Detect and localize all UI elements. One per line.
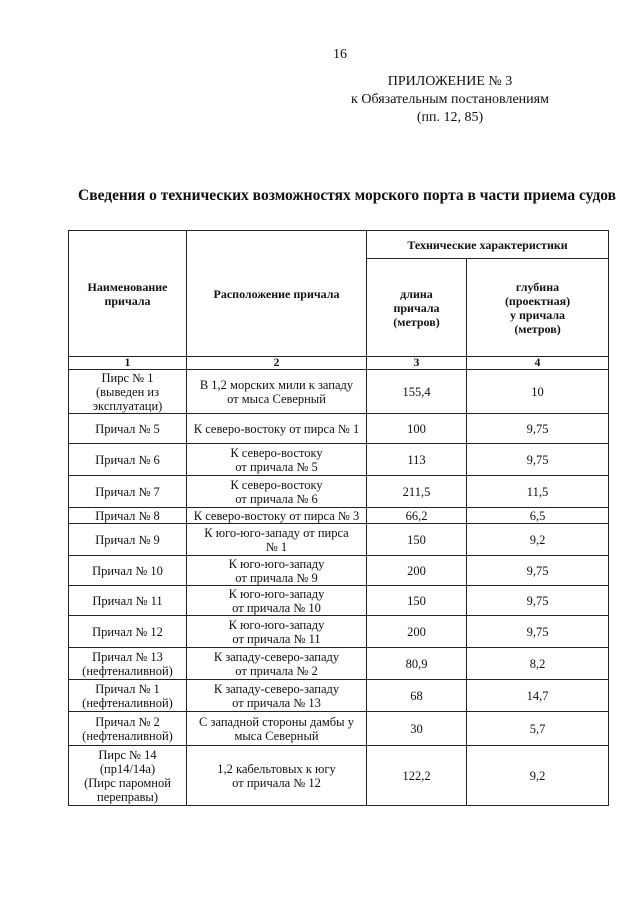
berth-name: Причал № 13 (нефтеналивной) [69, 648, 187, 680]
berth-depth: 9,75 [467, 616, 609, 648]
appendix-reference: (пп. 12, 85) [416, 110, 484, 125]
berth-depth: 8,2 [467, 648, 609, 680]
table-row [69, 586, 609, 616]
berth-length: 80,9 [367, 648, 467, 680]
berth-length: 211,5 [367, 476, 467, 508]
berth-length: 66,2 [367, 508, 467, 524]
berth-depth: 14,7 [467, 680, 609, 712]
table-row [69, 524, 609, 556]
berth-depth: 9,2 [467, 746, 609, 806]
berth-depth: 9,75 [467, 586, 609, 616]
berth-depth: 9,75 [467, 444, 609, 476]
berth-name: Пирс № 14 (пр14/14а) (Пирс паромной переправы) [69, 746, 187, 806]
berth-name: Причал № 8 [69, 508, 187, 524]
berth-location: В 1,2 морских мили к западу от мыса Северный [187, 370, 367, 414]
column-number: 1 [69, 357, 187, 370]
table-row [69, 680, 609, 712]
berth-name: Причал № 12 [69, 616, 187, 648]
berth-length: 200 [367, 556, 467, 586]
berth-location: К северо-востоку от пирса № 1 [187, 414, 367, 444]
berth-location: К западу-северо-западу от причала № 2 [187, 648, 367, 680]
berth-depth: 9,2 [467, 524, 609, 556]
berth-name: Причал № 10 [69, 556, 187, 586]
table-row [69, 444, 609, 476]
appendix-block [300, 73, 600, 127]
berth-name: Причал № 9 [69, 524, 187, 556]
berth-location: К юго-юго-западу от причала № 10 [187, 586, 367, 616]
berth-length: 122,2 [367, 746, 467, 806]
berth-depth: 11,5 [467, 476, 609, 508]
header-berth-location: Расположение причала [187, 231, 367, 357]
berth-length: 30 [367, 712, 467, 746]
berth-depth: 6,5 [467, 508, 609, 524]
table-row [69, 476, 609, 508]
berth-location: К западу-северо-западу от причала № 13 [187, 680, 367, 712]
berth-length: 113 [367, 444, 467, 476]
berth-location: К юго-юго-западу от причала № 11 [187, 616, 367, 648]
berth-location: К северо-востоку от причала № 6 [187, 476, 367, 508]
column-number: 3 [367, 357, 467, 370]
berth-name: Причал № 11 [69, 586, 187, 616]
berth-location: 1,2 кабельтовых к югу от причала № 12 [187, 746, 367, 806]
column-number: 4 [467, 357, 609, 370]
berth-location: К юго-юго-западу от пирса № 1 [187, 524, 367, 556]
header-technical-characteristics: Технические характеристики [367, 231, 609, 259]
table-row [69, 508, 609, 524]
berth-name: Причал № 6 [69, 444, 187, 476]
berth-location: К юго-юго-западу от причала № 9 [187, 556, 367, 586]
table-row [69, 370, 609, 414]
berth-length: 150 [367, 524, 467, 556]
berth-location: К северо-востоку от причала № 5 [187, 444, 367, 476]
appendix-subtitle: к Обязательным постановлениям [351, 92, 549, 107]
berth-length: 100 [367, 414, 467, 444]
table-row [69, 556, 609, 586]
berth-name: Пирс № 1 (выведен из эксплуатаци) [69, 370, 187, 414]
berth-name: Причал № 7 [69, 476, 187, 508]
berth-name: Причал № 2 (нефтеналивной) [69, 712, 187, 746]
berth-length: 150 [367, 586, 467, 616]
berth-depth: 9,75 [467, 556, 609, 586]
berth-name: Причал № 1 (нефтеналивной) [69, 680, 187, 712]
table-row [69, 746, 609, 806]
table-row [69, 616, 609, 648]
berth-name: Причал № 5 [69, 414, 187, 444]
berth-length: 68 [367, 680, 467, 712]
table-row [69, 414, 609, 444]
header-berth-depth: глубина (проектная) у причала (метров) [467, 259, 609, 357]
berth-depth: 10 [467, 370, 609, 414]
header-berth-name: Наименование причала [69, 231, 187, 357]
berth-length: 155,4 [367, 370, 467, 414]
header-berth-length: длина причала (метров) [367, 259, 467, 357]
berths-table [68, 230, 609, 806]
berth-location: К северо-востоку от пирса № 3 [187, 508, 367, 524]
table-row [69, 712, 609, 746]
berth-depth: 9,75 [467, 414, 609, 444]
document-title: Сведения о технических возможностях морского порта в части приема судов [78, 187, 617, 204]
berth-length: 200 [367, 616, 467, 648]
appendix-title: ПРИЛОЖЕНИЕ № 3 [387, 74, 513, 89]
table-row [69, 648, 609, 680]
berth-depth: 5,7 [467, 712, 609, 746]
column-number: 2 [187, 357, 367, 370]
berth-location: С западной стороны дамбы у мыса Северный [187, 712, 367, 746]
page-number: 16 [333, 47, 347, 62]
